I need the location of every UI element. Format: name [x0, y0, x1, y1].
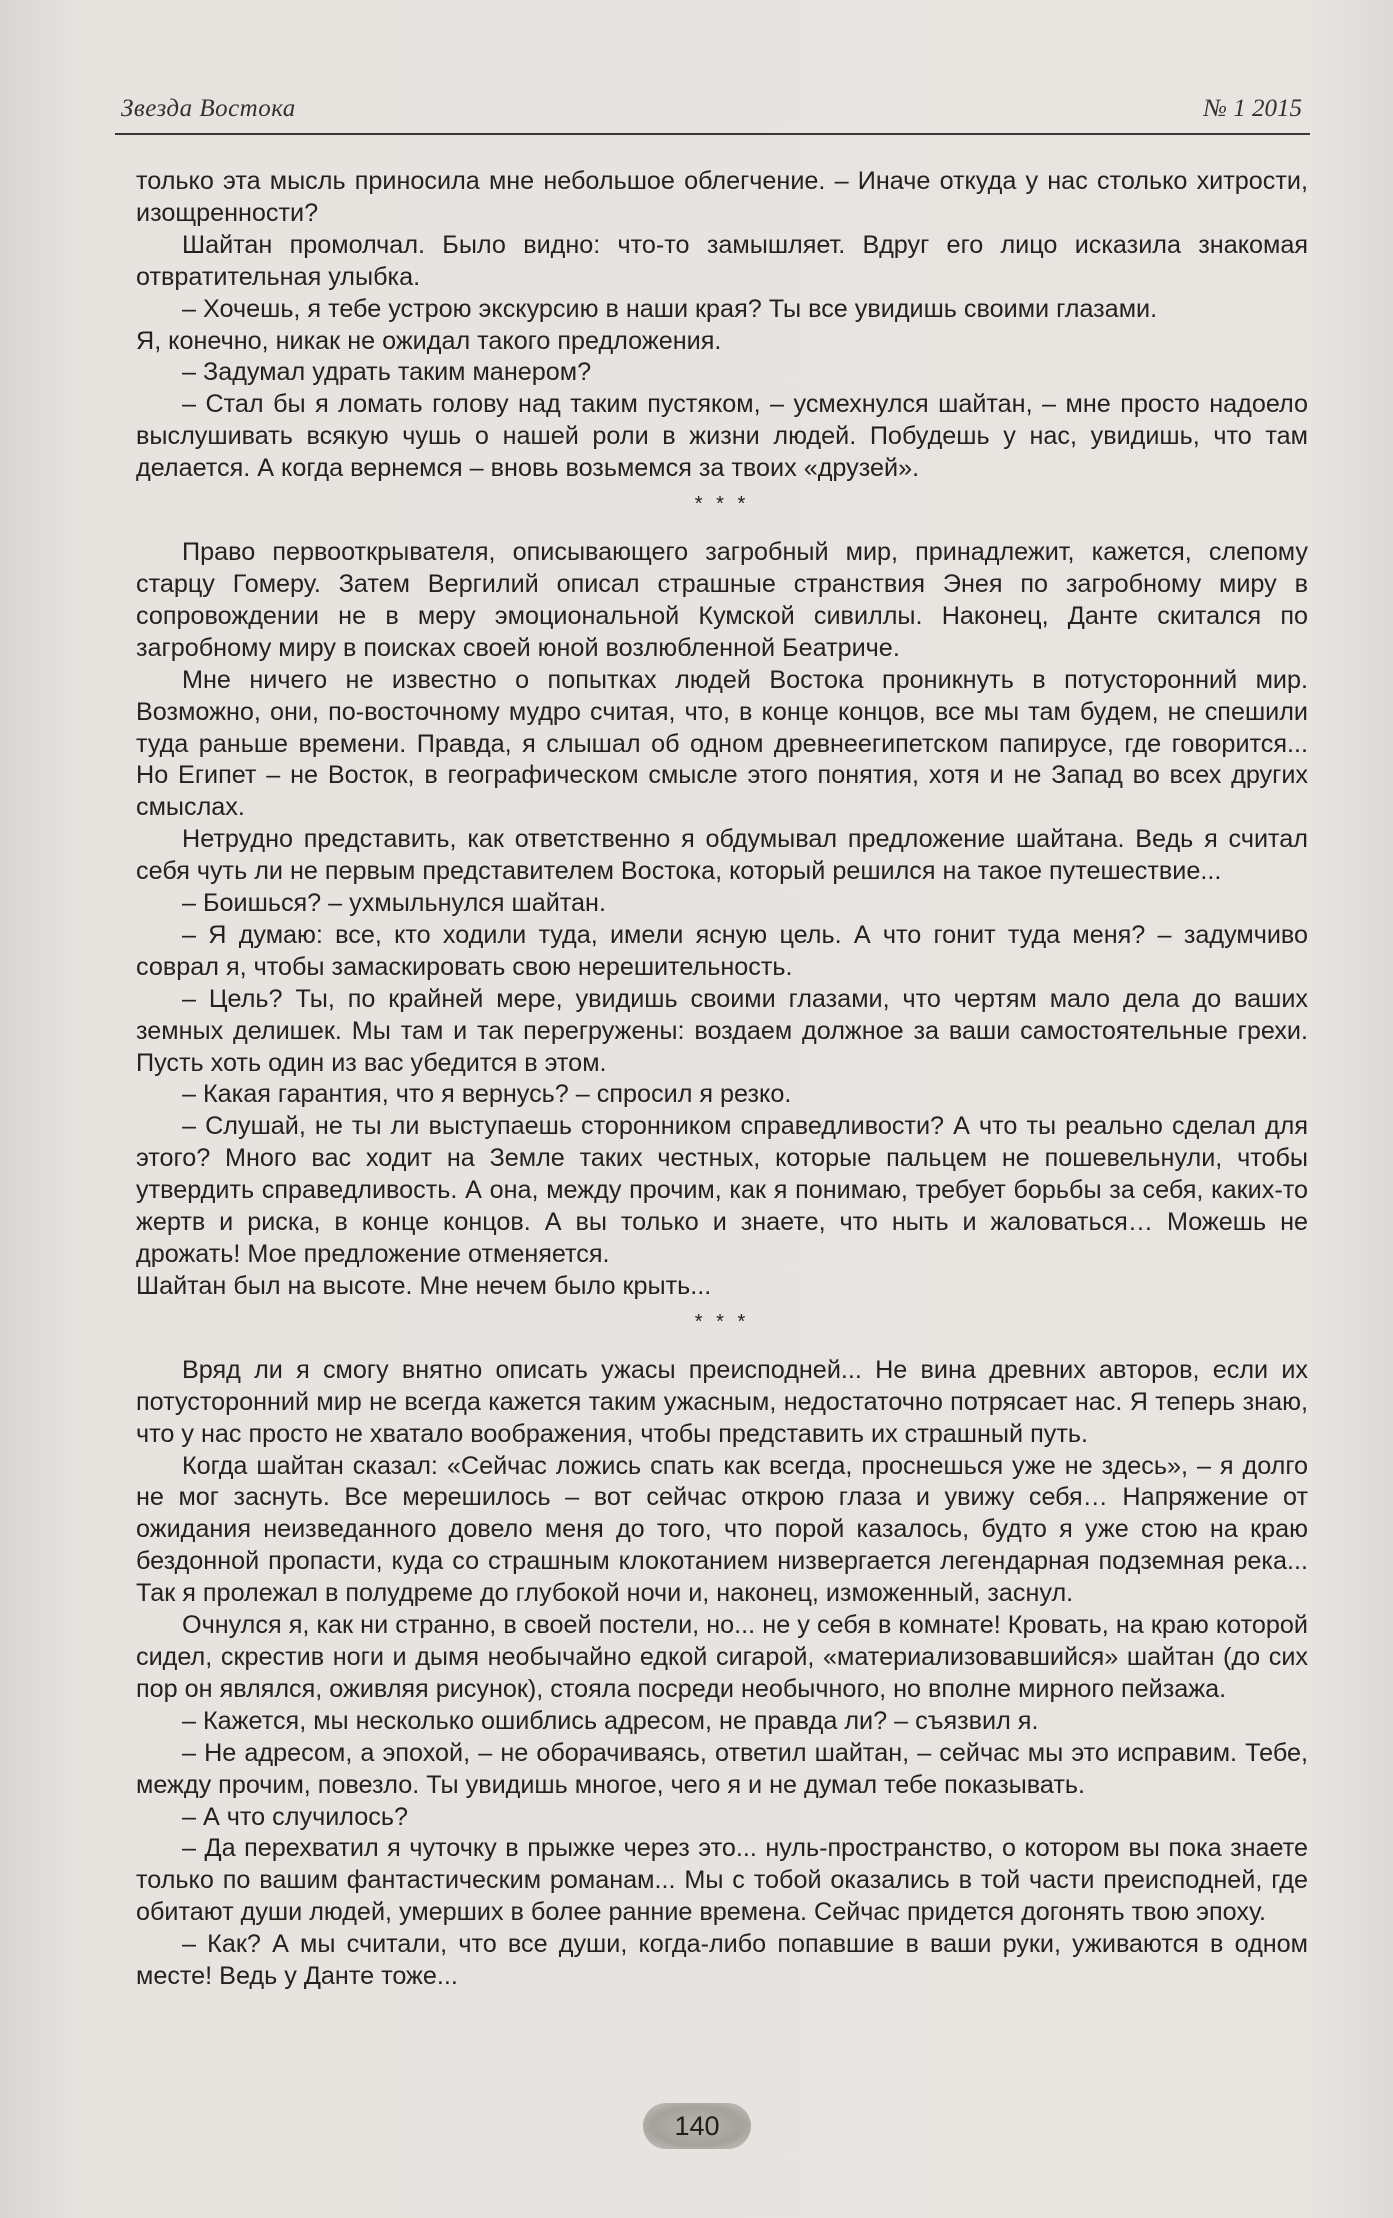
issue-number: № 1 2015	[1203, 95, 1302, 122]
paragraph: Шайтан был на высоте. Мне нечем было крыть...	[136, 1271, 712, 1300]
paragraph: Я, конечно, никак не ожидал такого предложения.	[136, 326, 722, 355]
paragraph: Нетрудно представить, как ответственно я обдумывал предложение шайтана. Ведь я считал себя чуть ли не первым представителем Востока, который решился на такое путешествие...	[136, 825, 1308, 886]
paragraph: – Не адресом, а эпохой, – не оборачиваясь, ответил шайтан, – сейчас мы это исправим. Тебе, между прочим, повезло. Ты увидишь многое, чего я и не думал тебе показывать.	[136, 1738, 1308, 1799]
paragraph: – Я думаю: все, кто ходили туда, имели ясную цель. А что гонит туда меня? – задумчиво соврал я, чтобы замаскировать свою нерешительность.	[136, 920, 1308, 981]
paragraph: – А что случилось?	[182, 1802, 408, 1831]
running-header	[115, 93, 1310, 135]
paragraph: – Кажется, мы несколько ошиблись адресом, не правда ли? – съязвил я.	[182, 1706, 1039, 1735]
paragraph: Мне ничего не известно о попытках людей Востока проникнуть в потусторонний мир. Возможно, они, по-восточному мудро считая, что, в конце концов, все мы там будем, не спешили туда раньше времени. Правда, я слышал об одном древнеегипетском папирусе, где говорится... Но Египет – не Восток, в географическом смысле этого понятия, хотя и не Запад во всех других смыслах.	[136, 665, 1308, 822]
paragraph: – Как? А мы считали, что все души, когда-либо попавшие в ваши руки, уживаются в одном месте! Ведь у Данте тоже...	[136, 1930, 1308, 1991]
paragraph: – Задумал удрать таким манером?	[182, 358, 592, 387]
article-text	[136, 166, 1308, 1993]
paragraph: Очнулся я, как ни странно, в своей постели, но... не у себя в комнате! Кровать, на краю которой сидел, скрестив ноги и дымя необычайно едкой сигарой, «материализовавшийся» шайтан (до сих пор он являлся, оживляя рисунок), стояла посреди необычного, но вполне мирного пейзажа.	[136, 1611, 1308, 1703]
paragraph: – Стал бы я ломать голову над таким пустяком, – усмехнулся шайтан, – мне просто надоело выслушивать всякую чушь о нашей роли в жизни людей. Побудешь у нас, увидишь, что там делается. А когда вернемся – вновь возьмемся за твоих «друзей».	[136, 390, 1308, 483]
page-number: 140	[643, 2103, 751, 2149]
section-divider: * * *	[694, 1310, 750, 1333]
paragraph: Право первооткрывателя, описывающего загробный мир, принадлежит, кажется, слепому старцу Гомеру. Затем Вергилий описал страшные странствия Энея по загробному миру в сопровождении не в меру эмоциональной Кумской сивиллы. Наконец, Данте скитался по загробному миру в поисках своей юной возлюбленной Беатриче.	[136, 538, 1308, 662]
paragraph: – Хочешь, я тебе устрою экскурсию в наши края? Ты все увидишь своими глазами.	[182, 294, 1158, 323]
paragraph: – Какая гарантия, что я вернусь? – спросил я резко.	[182, 1080, 792, 1109]
paragraph: Вряд ли я смогу внятно описать ужасы преисподней... Не вина древних авторов, если их потусторонний мир не всегда кажется таким ужасным, недостаточно потрясает нас. Я теперь знаю, что у нас просто не хватало воображения, чтобы представить их страшный путь.	[136, 1355, 1308, 1448]
paragraph: – Цель? Ты, по крайней мере, увидишь своими глазами, что чертям мало дела до ваших земных делишек. Мы там и так перегружены: воздаем должное за ваши самостоятельные грехи. Пусть хоть один из вас убедится в этом.	[136, 984, 1308, 1077]
paragraph: Когда шайтан сказал: «Сейчас ложись спать как всегда, проснешься уже не здесь», – я долго не мог заснуть. Все мерешилось – вот сейчас открою глаза и увижу себя… Напряжение от ожидания неизведанного довело меня до того, что порой казалось, будто я уже стою на краю бездонной пропасти, куда со страшным клокотанием низвергается легендарная подземная река... Так я пролежал в полудреме до глубокой ночи и, наконец, изможенный, заснул.	[136, 1451, 1308, 1608]
section-divider: * * *	[694, 493, 750, 516]
paragraph: – Боишься? – ухмыльнулся шайтан.	[182, 889, 606, 918]
paragraph: – Слушай, не ты ли выступаешь сторонником справедливости? А что ты реально сделал для этого? Много вас ходит на Земле таких честных, которые пальцем не пошевельнули, чтобы утвердить справедливость. А она, между прочим, как я понимаю, требует борьбы за себя, каких-то жертв и риска, в конце концов. А вы только и знаете, что ныть и жаловаться… Можешь не дрожать! Мое предложение отменяется.	[136, 1112, 1308, 1268]
paragraph: только эта мысль приносила мне небольшое облегчение. – Иначе откуда у нас столько хитрости, изощренности?	[136, 167, 1308, 227]
journal-title: Звезда Востока	[121, 95, 296, 122]
paragraph: – Да перехватил я чуточку в прыжке через это... нуль-пространство, о котором вы пока знаете только по вашим фантастическим романам... Мы с тобой оказались в той части преисподней, где обитают души людей, умерших в более ранние времена. Сейчас придется догонять твою эпоху.	[136, 1834, 1308, 1927]
paragraph: Шайтан промолчал. Было видно: что-то замышляет. Вдруг его лицо исказила знакомая отвратительная улыбка.	[136, 230, 1308, 291]
